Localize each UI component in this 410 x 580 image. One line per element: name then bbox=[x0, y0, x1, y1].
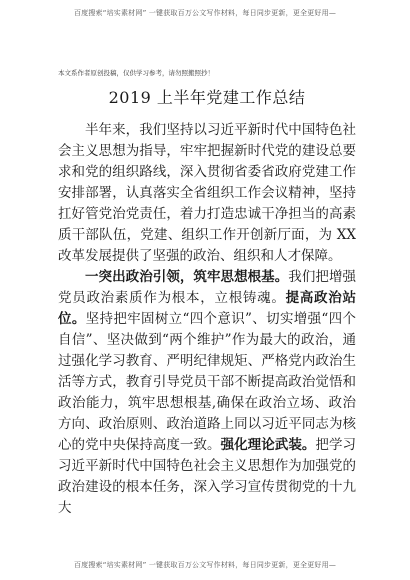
body-text: 我们把增强党员政治素质作为根本，立根铸魂。 bbox=[58, 269, 357, 306]
subsection-heading: 强化理论武装。 bbox=[220, 437, 316, 453]
subsection-heading: 提高政治站位。 bbox=[58, 290, 357, 327]
body-text: 坚持把牢固树立“四个意识”、切实增强“四个自信”、坚决做到“两个维护”作为最大的政治，通过强化学习教育、严明纪律规矩、严格党内政治生活等方式，教育引导党员干部不断提高政治觉悟和政治能力，筑牢思想根基,确保在政治立场、政治方向、政治原则、政治道路上同以习近平同志为核心的党中央保持高度一致。 bbox=[58, 311, 356, 453]
paragraph-political-guidance bbox=[58, 267, 356, 519]
bottom-banner: 百度搜索“培实素材网” 一键获取百万公文写作材料，每日同步更新，更全更好用— bbox=[73, 561, 337, 569]
document-page bbox=[58, 68, 356, 519]
paragraph-intro: 半年来，我们坚持以习近平新时代中国特色社会主义思想为指导，牢牢把握新时代党的建设总要求和党的组织路线，深入贯彻省委省政府党建工作安排部署，认真落实全省组织工作会议精神，坚持扛好管党治党责任，着力打造忠诚干净担当的高素质干部队伍，党建、组织工作开创新厅面，为 XX 改革发展提供了坚强的政治、组织和人才保障。 bbox=[58, 122, 356, 264]
body-text: 把学习习近平新时代中国特色社会主义思想作为加强党的政治建设的根本任务，深入学习宣传贯彻党的十九大 bbox=[58, 437, 357, 516]
top-banner: 百度搜索“培实素材网” 一键获取百万公文写作材料，每日同步更新，更全更好用— bbox=[73, 9, 337, 17]
section-heading: 一突出政治引领，筑牢思想根基。 bbox=[85, 269, 289, 285]
copyright-notice: 本文系作者原创投稿，仅供学习参考，请勿照搬照抄！ bbox=[58, 69, 214, 77]
document-title: 2019 上半年党建工作总结 bbox=[108, 88, 306, 107]
